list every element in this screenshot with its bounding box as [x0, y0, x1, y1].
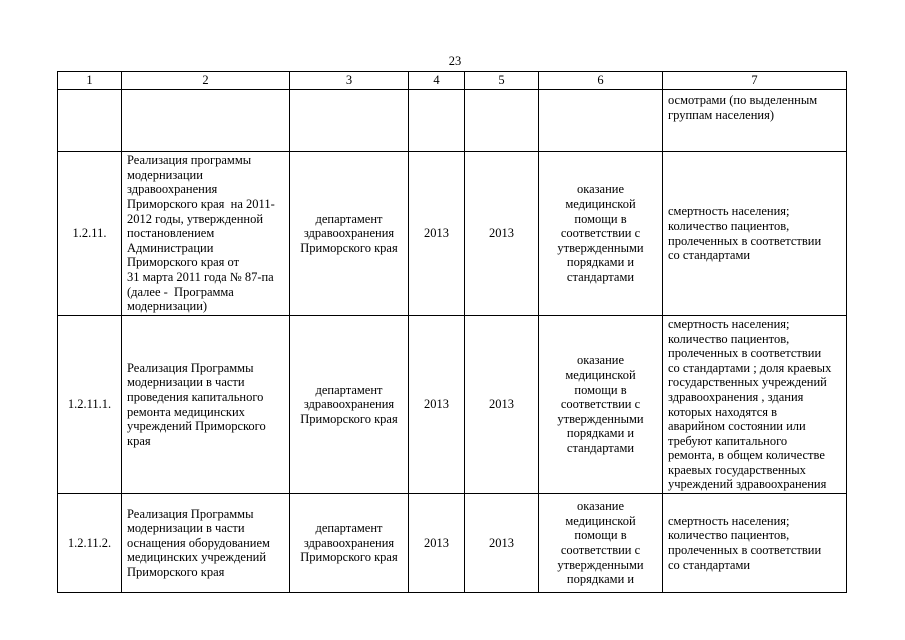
cell-end-year: [465, 152, 539, 316]
text-line: здравоохранения: [303, 535, 395, 550]
text-line: 1.2.11.2.: [67, 535, 112, 550]
text-line: краевых государственных: [668, 462, 806, 477]
program-table: [57, 71, 847, 593]
cell-number: [58, 90, 122, 152]
text-line: пролеченных в соответствии: [668, 233, 822, 248]
cell-start-year: [409, 90, 465, 152]
header-row: [58, 72, 847, 90]
text-line: оказание: [576, 353, 625, 368]
cell-end-year: [465, 316, 539, 494]
text-line: утвержденными: [557, 557, 644, 572]
text-line: 2013: [424, 397, 449, 412]
text-line: порядками и: [566, 572, 635, 587]
cell-start-year: [409, 316, 465, 494]
table-row: [58, 152, 847, 316]
text-line: 1.2.11.1.: [67, 397, 112, 412]
text-line: смертность населения;: [668, 204, 790, 219]
cell-executor: [290, 152, 409, 316]
text-line: требуют капитального: [668, 433, 788, 448]
text-line: стандартами: [566, 269, 635, 284]
text-line: пролеченных в соответствии: [668, 346, 822, 361]
text-line: проведения капитального: [127, 389, 264, 404]
text-line: модернизации в части: [127, 375, 245, 390]
text-line: 2012 годы, утвержденной: [127, 211, 264, 226]
text-line: Приморского края: [300, 550, 398, 565]
text-line: 2013: [424, 535, 449, 550]
text-line: со стандартами ; доля краевых: [668, 360, 832, 375]
cell-number: [58, 152, 122, 316]
cell-result: [539, 152, 663, 316]
text-line: соответствии с: [560, 543, 641, 557]
text-line: порядками и: [566, 255, 635, 270]
text-line: смертность населения;: [668, 513, 790, 528]
table-row: [58, 494, 847, 593]
text-line: учреждений здравоохранения: [668, 477, 827, 492]
text-line: департамент: [315, 211, 383, 226]
text-line: учреждений Приморского: [127, 419, 266, 434]
cell-executor: [290, 316, 409, 494]
text-line: здравоохранения: [127, 182, 218, 197]
text-line: департамент: [315, 382, 383, 397]
cell-activity: [122, 152, 290, 316]
cell-activity: [122, 90, 290, 152]
header-cell-7: 7: [663, 72, 847, 90]
text-line: осмотрами (по выделенным: [668, 93, 818, 107]
text-line: модернизации в части: [127, 521, 245, 536]
cell-activity: [122, 316, 290, 494]
cell-start-year: [409, 494, 465, 593]
text-line: (далее - Программа: [127, 284, 234, 299]
text-line: количество пациентов,: [668, 528, 790, 543]
text-line: 31 марта 2011 года № 87-па: [127, 269, 274, 284]
text-line: государственных учреждений: [668, 375, 827, 390]
cell-number: [58, 316, 122, 494]
text-line: Приморского края на 2011-: [127, 197, 275, 212]
text-line: количество пациентов,: [668, 331, 790, 346]
cell-number: [58, 494, 122, 593]
text-line: группам населения): [668, 107, 774, 122]
text-line: стандартами: [566, 440, 635, 455]
text-line: оказание: [576, 182, 625, 197]
table-row: [58, 90, 847, 152]
text-line: пролеченных в соответствии: [668, 543, 822, 557]
text-line: здравоохранения: [303, 226, 395, 241]
text-line: медицинской: [565, 513, 636, 528]
text-line: утвержденными: [557, 240, 644, 255]
text-line: Реализация Программы: [127, 506, 254, 521]
cell-result: [539, 316, 663, 494]
cell-indicators: [663, 494, 847, 593]
text-line: смертность населения;: [668, 316, 790, 331]
text-line: 2013: [489, 397, 514, 412]
cell-end-year: [465, 90, 539, 152]
text-line: медицинских учреждений: [127, 550, 267, 565]
text-line: Приморского края: [300, 411, 398, 426]
cell-indicators: [663, 152, 847, 316]
cell-result: [539, 494, 663, 593]
text-line: помощи в: [574, 211, 627, 226]
text-line: помощи в: [574, 382, 627, 397]
text-line: медицинской: [565, 197, 636, 212]
text-line: Приморского края: [300, 240, 398, 255]
text-line: количество пациентов,: [668, 218, 790, 233]
text-line: утвержденными: [557, 411, 644, 426]
header-cell-3: 3: [290, 72, 409, 90]
cell-result: [539, 90, 663, 152]
header-cell-1: 1: [58, 72, 122, 90]
text-line: Приморского края: [127, 564, 225, 579]
text-line: со стандартами: [668, 248, 751, 263]
text-line: оказание: [576, 499, 625, 514]
text-line: модернизации): [127, 299, 208, 314]
text-line: модернизации: [127, 167, 203, 182]
text-line: помощи в: [574, 528, 627, 543]
cell-start-year: [409, 152, 465, 316]
text-line: 1.2.11.: [72, 226, 107, 241]
cell-indicators: [663, 90, 847, 152]
cell-end-year: [465, 494, 539, 593]
cell-activity: [122, 494, 290, 593]
text-line: со стандартами: [668, 557, 751, 572]
text-line: ремонта, в общем количестве: [668, 448, 825, 463]
text-line: которых находятся в: [668, 404, 778, 419]
text-line: порядками и: [566, 426, 635, 441]
text-line: Реализация программы: [127, 153, 252, 168]
text-line: аварийном состоянии или: [668, 419, 806, 434]
text-line: соответствии с: [560, 397, 641, 412]
table-row: [58, 316, 847, 494]
header-cell-5: 5: [465, 72, 539, 90]
text-line: 2013: [489, 535, 514, 550]
text-line: медицинской: [565, 368, 636, 383]
text-line: Реализация Программы: [127, 360, 254, 375]
page-number: 23: [448, 54, 462, 68]
text-line: 2013: [424, 226, 449, 241]
cell-executor: [290, 90, 409, 152]
text-line: Администрации: [127, 240, 214, 255]
text-line: соответствии с: [560, 226, 641, 241]
cell-executor: [290, 494, 409, 593]
text-line: края: [127, 433, 151, 448]
text-line: постановлением: [127, 226, 215, 241]
text-line: оснащения оборудованием: [127, 535, 270, 550]
header-cell-6: 6: [539, 72, 663, 90]
header-cell-4: 4: [409, 72, 465, 90]
text-line: здравоохранения , здания: [668, 389, 804, 404]
cell-indicators: [663, 316, 847, 494]
text-line: ремонта медицинских: [127, 404, 245, 419]
text-line: Приморского края от: [127, 255, 240, 270]
text-line: департамент: [315, 521, 383, 536]
text-line: 2013: [489, 226, 514, 241]
text-line: здравоохранения: [303, 397, 395, 412]
header-cell-2: 2: [122, 72, 290, 90]
